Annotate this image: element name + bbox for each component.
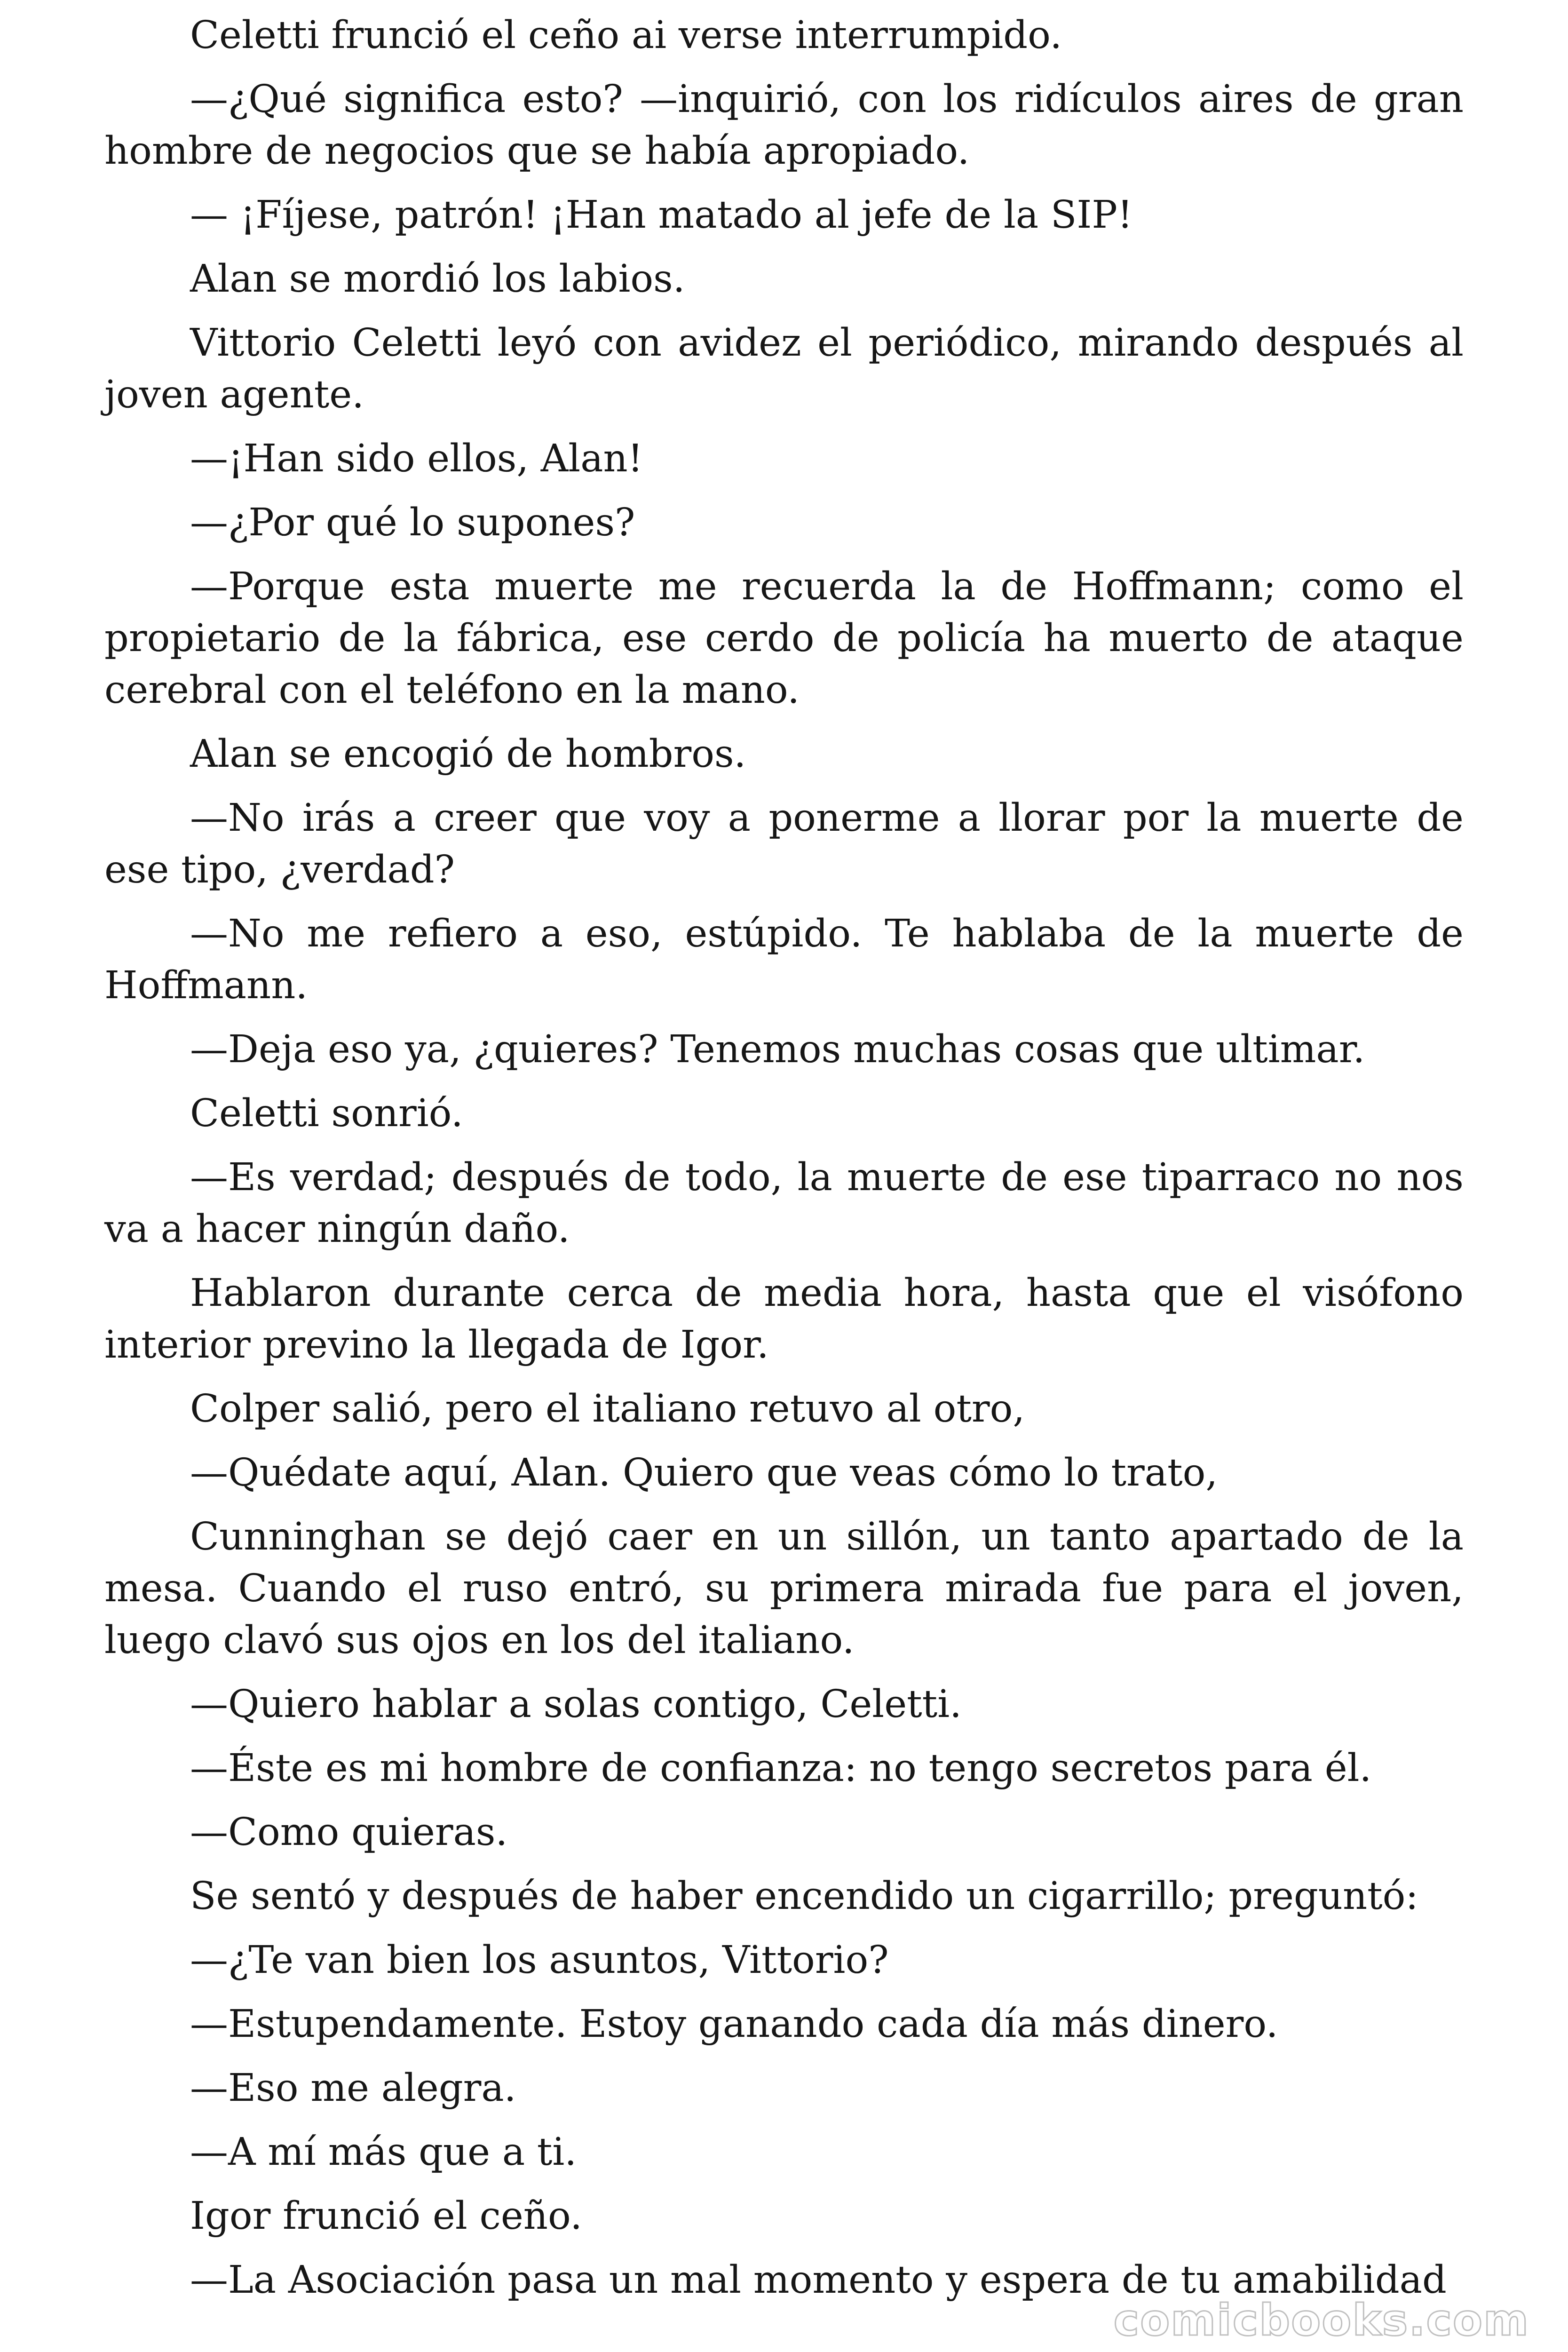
paragraph-23: —¿Te van bien los asuntos, Vittorio? (190, 1938, 889, 1982)
paragraph-3: — ¡Fíjese, patrón! ¡Han matado al jefe de la SIP! (190, 193, 1133, 237)
paragraph-27: Igor frunció el ceño. (190, 2194, 583, 2238)
paragraph-20: —Éste es mi hombre de confianza: no tengo secretos para él. (190, 1746, 1372, 1790)
paragraph-21: —Como quieras. (190, 1810, 508, 1854)
paragraph-11: —No me refiero a eso, estúpido. Te hablaba de la muerte de Hoffmann. (104, 912, 1464, 1008)
paragraph-28: —La Asociación pasa un mal momento y espera de tu amabilidad (190, 2258, 1447, 2302)
paragraph-22: Se sentó y después de haber encendido un cigarrillo; preguntó: (190, 1874, 1418, 1918)
paragraph-14: —Es verdad; después de todo, la muerte de ese tiparraco no nos va a hacer ningún daño. (104, 1155, 1464, 1251)
paragraph-12: —Deja eso ya, ¿quieres? Tenemos muchas cosas que ultimar. (190, 1027, 1365, 1072)
paragraph-24: —Estupendamente. Estoy ganando cada día más dinero. (190, 2002, 1278, 2046)
paragraph-7: —¿Por qué lo supones? (190, 501, 635, 545)
watermark: comicbooks.com (1113, 2295, 1529, 2345)
paragraph-17: —Quédate aquí, Alan. Quiero que veas cómo lo trato, (190, 1451, 1218, 1495)
paragraph-6: —¡Han sido ellos, Alan! (190, 437, 643, 481)
paragraph-8: —Porque esta muerte me recuerda la de Hoffmann; como el propietario de la fábrica, ese cerdo de policía ha muerto de ataque cerebral con el teléfono en la mano. (104, 564, 1464, 712)
paragraph-26: —A mí más que a ti. (190, 2130, 577, 2174)
paragraph-10: —No irás a creer que voy a ponerme a llorar por la muerte de ese tipo, ¿verdad? (104, 796, 1464, 892)
paragraph-15: Hablaron durante cerca de media hora, hasta que el visófono interior previno la llegada de Igor. (104, 1271, 1464, 1367)
body-text (104, 9, 1464, 2306)
paragraph-13: Celetti sonrió. (190, 1091, 463, 1136)
paragraph-9: Alan se encogió de hombros. (190, 732, 746, 776)
paragraph-5: Vittorio Celetti leyó con avidez el periódico, mirando después al joven agente. (104, 321, 1464, 417)
paragraph-16: Colper salió, pero el italiano retuvo al otro, (190, 1387, 1025, 1431)
paragraph-25: —Eso me alegra. (190, 2066, 516, 2110)
paragraph-2: —¿Qué significa esto? —inquirió, con los ridículos aires de gran hombre de negocios que se había apropiado. (104, 77, 1464, 173)
paragraph-1: Celetti frunció el ceño ai verse interrumpido. (190, 13, 1062, 57)
paragraph-4: Alan se mordió los labios. (190, 257, 685, 301)
paragraph-18: Cunninghan se dejó caer en un sillón, un tanto apartado de la mesa. Cuando el ruso entró, su primera mirada fue para el joven, luego clavó sus ojos en los del italiano. (104, 1515, 1464, 1662)
paragraph-19: —Quiero hablar a solas contigo, Celetti. (190, 1682, 962, 1726)
